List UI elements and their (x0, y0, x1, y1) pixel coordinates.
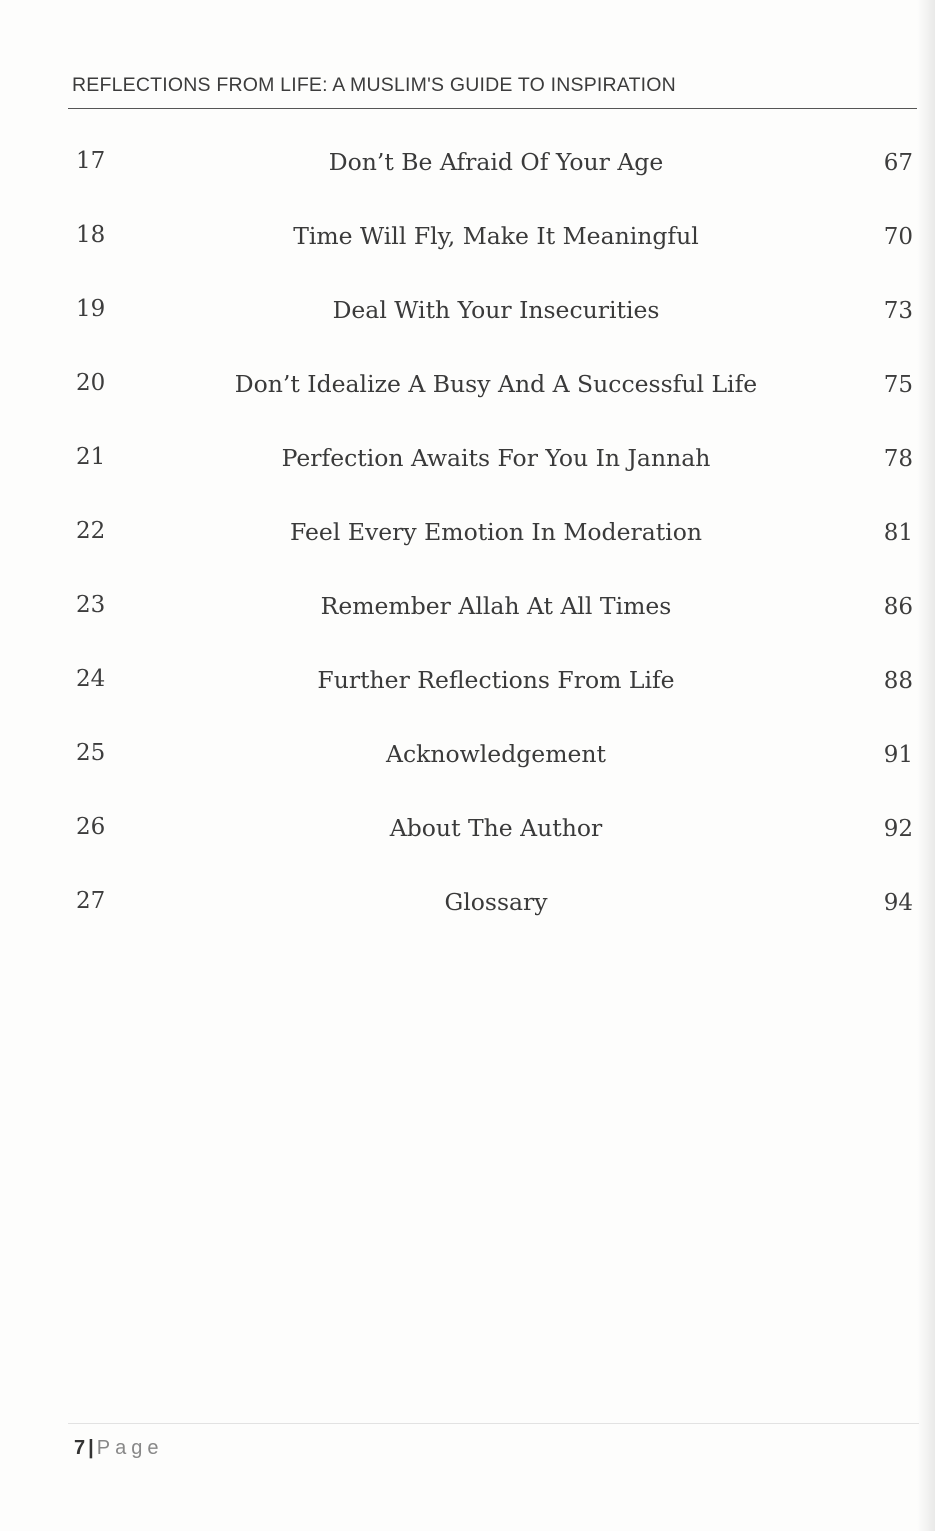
toc-entry-title: Don’t Be Afraid Of Your Age (328, 148, 664, 176)
toc-entry-page: 67 (883, 150, 913, 176)
toc-entry-number: 23 (76, 592, 106, 618)
footer-page-word: Page (96, 1437, 164, 1459)
toc-entry-number: 19 (76, 296, 106, 322)
toc-entry-number: 27 (76, 888, 106, 914)
toc-entry-number: 26 (76, 814, 106, 840)
toc-entry-page: 92 (883, 816, 913, 842)
toc-entry-number: 22 (76, 518, 106, 544)
toc-entry-title: Feel Every Emotion In Moderation (290, 518, 702, 546)
toc-entry (0, 666, 935, 706)
toc-entry-title: Glossary (444, 888, 548, 916)
toc-entry (0, 814, 935, 854)
toc-entry-page: 78 (883, 446, 913, 472)
footer-rule (68, 1423, 919, 1424)
toc-entry-number: 18 (76, 222, 106, 248)
toc-entry-page: 73 (883, 298, 913, 324)
toc-entry-title: Deal With Your Insecurities (332, 296, 660, 324)
toc-entry (0, 370, 935, 410)
toc-entry-title: Perfection Awaits For You In Jannah (281, 444, 711, 472)
toc-entry-title: Acknowledgement (386, 740, 606, 768)
footer-separator: | (88, 1437, 94, 1459)
toc-entry-page: 81 (883, 520, 913, 546)
toc-entry-title: Remember Allah At All Times (320, 592, 672, 620)
toc-entry-page: 94 (883, 890, 913, 916)
toc-entry (0, 740, 935, 780)
toc-entry-title: Don’t Idealize A Busy And A Successful Life (234, 370, 758, 398)
toc-entry-number: 17 (76, 148, 106, 174)
toc-entry (0, 148, 935, 188)
toc-entry (0, 592, 935, 632)
toc-entry-page: 70 (883, 224, 913, 250)
footer-page-number: 7 (74, 1437, 86, 1459)
toc-entry-title: Time Will Fly, Make It Meaningful (293, 222, 699, 250)
toc-entry (0, 222, 935, 262)
running-header: REFLECTIONS FROM LIFE: A MUSLIM'S GUIDE TO INSPIRATION (72, 74, 676, 96)
header-rule (68, 108, 917, 109)
toc-entry (0, 444, 935, 484)
page-footer (74, 1437, 163, 1460)
toc-entry (0, 518, 935, 558)
toc-entry-title: Further Reflections From Life (317, 666, 675, 694)
toc-entry-title: About The Author (389, 814, 603, 842)
toc-entry-page: 91 (883, 742, 913, 768)
toc-entry-number: 20 (76, 370, 106, 396)
toc-entry-page: 75 (883, 372, 913, 398)
toc-entry-page: 88 (883, 668, 913, 694)
toc-entry-page: 86 (883, 594, 913, 620)
toc-entry (0, 888, 935, 928)
toc-entry (0, 296, 935, 336)
toc-entry-number: 21 (76, 444, 106, 470)
toc-entry-number: 24 (76, 666, 106, 692)
toc-entry-number: 25 (76, 740, 106, 766)
